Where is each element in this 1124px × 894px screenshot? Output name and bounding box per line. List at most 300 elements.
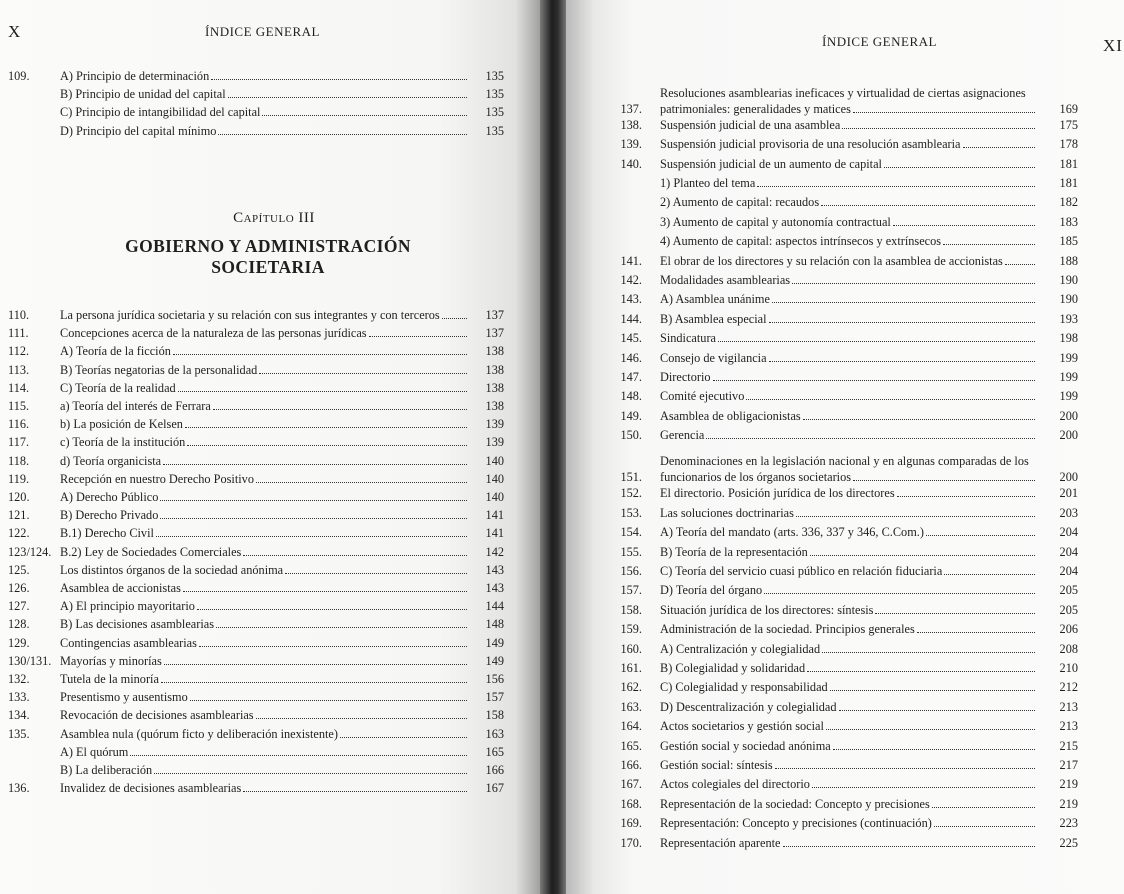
dot-leader <box>839 709 1035 711</box>
entry-page-number: 157 <box>485 690 504 705</box>
entry-page-number: 142 <box>485 544 504 559</box>
entry-number: 139. <box>620 137 642 152</box>
entry-title-wrap <box>60 123 470 139</box>
toc-entry <box>586 544 1078 562</box>
entry-title-continued: patrimoniales: generalidades y matices <box>660 101 851 116</box>
entry-number: 110. <box>8 308 30 322</box>
entry-title-wrap <box>660 291 1038 307</box>
entry-page-number: 149 <box>485 635 504 650</box>
entry-page-number: 204 <box>1059 544 1078 559</box>
toc-entry <box>8 689 504 707</box>
entry-title: C) Colegialidad y responsabilidad <box>660 680 828 695</box>
dot-leader <box>821 204 1035 206</box>
running-header-left: ÍNDICE GENERAL <box>205 24 320 39</box>
entry-title-wrap <box>60 434 470 450</box>
toc-entry <box>8 653 504 671</box>
entry-title-wrap <box>660 408 1038 424</box>
dot-leader <box>130 754 467 756</box>
toc-entry <box>586 641 1078 659</box>
dot-leader <box>944 573 1035 575</box>
dot-leader <box>917 631 1035 633</box>
entry-title: c) Teoría de la institución <box>60 435 186 450</box>
toc-entry <box>586 291 1078 309</box>
toc-entry <box>8 507 504 525</box>
entry-title-wrap <box>660 699 1038 715</box>
dot-leader <box>160 517 467 519</box>
entry-title: a) Teoría del interés de Ferrara <box>60 399 211 413</box>
left-page <box>0 0 548 894</box>
dot-leader <box>807 670 1035 672</box>
entry-number: 116. <box>8 417 30 432</box>
dot-leader <box>826 728 1035 730</box>
toc-entry <box>8 598 504 616</box>
entry-number: 167. <box>620 777 642 792</box>
dot-leader <box>216 626 467 628</box>
dot-leader <box>812 786 1035 788</box>
entry-title: b) La posición de Kelsen <box>60 417 183 432</box>
toc-entry <box>586 582 1078 600</box>
entry-number: 126. <box>8 581 30 595</box>
entry-number: 128. <box>8 617 30 632</box>
entry-title-wrap <box>60 68 470 84</box>
toc-entry <box>8 525 504 543</box>
toc-entry <box>8 616 504 634</box>
entry-page-number: 190 <box>1059 292 1078 307</box>
toc-entry <box>586 621 1078 639</box>
dot-leader <box>156 535 467 537</box>
entry-title: 1) Planteo del tema <box>660 176 756 190</box>
dot-leader <box>340 736 467 738</box>
toc-entry <box>8 489 504 507</box>
entry-title: Mayorías y minorías <box>60 653 162 668</box>
entry-title: A) Principio de determinación <box>60 69 210 83</box>
entry-page-number: 139 <box>485 435 504 450</box>
dot-leader <box>187 444 467 446</box>
entry-number: 148. <box>620 389 642 404</box>
entry-title-wrap <box>60 343 470 359</box>
entry-number: 160. <box>620 641 642 656</box>
dot-leader <box>853 111 1035 113</box>
entry-title: Denominaciones en la legislación nacional y en algunas comparadas de los <box>660 454 1029 469</box>
entry-title: A) El quórum <box>60 744 129 759</box>
entry-title: Sindicatura <box>660 331 717 346</box>
toc-entry <box>8 104 504 122</box>
dot-leader <box>199 645 467 647</box>
entry-page-number: 213 <box>1059 719 1078 734</box>
entry-page-number: 137 <box>485 308 504 322</box>
entry-title: B) Teorías negatorias de la personalidad <box>60 362 258 377</box>
toc-entry <box>586 388 1078 406</box>
toc-entry <box>586 660 1078 678</box>
entry-page-number: 141 <box>485 508 504 523</box>
dot-leader <box>769 360 1035 362</box>
entry-title: Revocación de decisiones asamblearias <box>60 708 254 723</box>
entry-title-wrap <box>660 679 1038 695</box>
entry-page-number: 163 <box>485 726 504 741</box>
entry-title-wrap <box>60 544 470 560</box>
dot-leader <box>746 398 1035 400</box>
entry-page-number: 204 <box>1059 525 1078 540</box>
toc-entry <box>8 416 504 434</box>
entry-title-wrap <box>60 307 470 323</box>
dot-leader <box>185 426 467 428</box>
entry-title: Representación: Concepto y precisiones (continuación) <box>660 816 932 831</box>
entry-title-continued: funcionarios de los órganos societarios <box>660 470 852 485</box>
entry-page-number: 193 <box>1059 311 1078 326</box>
entry-number: 136. <box>8 781 30 796</box>
entry-title-wrap <box>660 311 1038 327</box>
entry-number: 114. <box>8 380 30 395</box>
entry-title-wrap <box>660 453 1038 485</box>
entry-page-number: 223 <box>1059 816 1078 831</box>
entry-page-number: 143 <box>485 581 504 595</box>
entry-title-wrap <box>660 602 1038 618</box>
entry-title: Representación de la sociedad: Concepto y precisiones <box>660 796 930 811</box>
entry-page-number: 138 <box>485 380 504 395</box>
entry-title-wrap <box>60 380 470 396</box>
dot-leader <box>183 590 467 592</box>
toc-entry <box>586 330 1078 348</box>
dot-leader <box>926 534 1035 536</box>
entry-title: C) Teoría del servicio cuasi público en relación fiduciaria <box>660 564 943 578</box>
entry-title-wrap <box>660 796 1038 812</box>
dot-leader <box>1005 263 1035 265</box>
entry-title: B) Colegialidad y solidaridad <box>660 661 806 675</box>
toc-entry <box>8 544 504 562</box>
dot-leader <box>769 321 1035 323</box>
entry-number: 113. <box>8 362 30 377</box>
entry-title-line2 <box>660 469 1038 485</box>
toc-entry <box>8 635 504 653</box>
toc-entry <box>8 453 504 471</box>
dot-leader <box>884 166 1035 168</box>
entry-page-number: 185 <box>1059 234 1078 249</box>
entry-title: A) Centralización y colegialidad <box>660 641 821 656</box>
toc-entry <box>586 156 1078 174</box>
entry-page-number: 139 <box>485 417 504 432</box>
entry-title-wrap <box>60 104 470 120</box>
entry-page-number: 200 <box>1059 428 1078 443</box>
entry-title-wrap <box>660 194 1038 210</box>
entry-title-wrap <box>60 762 470 778</box>
entry-number: 158. <box>620 602 642 617</box>
entry-number: 118. <box>8 453 30 468</box>
dot-leader <box>810 554 1035 556</box>
entry-number: 150. <box>620 428 642 443</box>
entry-title-wrap <box>660 563 1038 579</box>
toc-entry <box>586 311 1078 329</box>
entry-title: Gestión social y sociedad anónima <box>660 738 831 753</box>
entry-number: 117. <box>8 435 30 450</box>
entry-title-wrap <box>660 253 1038 269</box>
entry-number: 152. <box>620 486 642 501</box>
entry-page-number: 138 <box>485 362 504 377</box>
dot-leader <box>792 282 1035 284</box>
entry-title: A) El principio mayoritario <box>60 599 195 614</box>
entry-page-number: 203 <box>1059 505 1078 520</box>
entry-number: 143. <box>620 292 642 307</box>
entry-number: 169. <box>620 816 642 831</box>
entry-title: Situación jurídica de los directores: síntesis <box>660 602 874 617</box>
entry-number: 144. <box>620 311 642 326</box>
toc-entry <box>586 835 1078 853</box>
dot-leader <box>783 845 1035 847</box>
entry-page-number: 199 <box>1059 370 1078 384</box>
entry-title: Suspensión judicial de una asamblea <box>660 117 841 132</box>
dot-leader <box>160 499 467 501</box>
entry-number: 115. <box>8 399 30 413</box>
entry-number: 153. <box>620 505 642 520</box>
entry-title-wrap <box>60 707 470 723</box>
entry-title: Resoluciones asamblearias ineficaces y virtualidad de ciertas asignaciones <box>660 85 1026 100</box>
entry-page-number: 219 <box>1059 796 1078 811</box>
dot-leader <box>218 133 467 135</box>
entry-title: B) Derecho Privado <box>60 508 159 523</box>
dot-leader <box>830 689 1035 691</box>
entry-number: 141. <box>620 253 642 268</box>
entry-page-number: 212 <box>1059 680 1078 695</box>
toc-entry <box>586 253 1078 271</box>
entry-title-wrap <box>60 325 470 341</box>
entry-title-wrap <box>60 471 470 487</box>
dot-leader <box>764 592 1035 594</box>
entry-title-wrap <box>660 641 1038 657</box>
toc-list-left <box>8 307 504 807</box>
entry-page-number: 188 <box>1059 253 1078 268</box>
entry-title: A) Asamblea unánime <box>660 292 770 307</box>
entry-page-number: 208 <box>1059 641 1078 656</box>
entry-number: 145. <box>620 331 642 346</box>
dot-leader <box>161 681 467 683</box>
toc-entry <box>8 744 504 762</box>
page-number-left: X <box>8 22 22 41</box>
entry-title-wrap <box>660 582 1038 598</box>
entry-page-number: 135 <box>485 69 504 83</box>
toc-entry <box>8 123 504 141</box>
toc-entry <box>8 325 504 343</box>
dot-leader <box>875 612 1035 614</box>
entry-title: Actos colegiales del directorio <box>660 777 810 792</box>
toc-entry <box>586 563 1078 581</box>
entry-title: Administración de la sociedad. Principios generales <box>660 622 915 637</box>
dot-leader <box>262 114 467 116</box>
entry-page-number: 165 <box>485 744 504 759</box>
toc-entry <box>8 562 504 580</box>
entry-title: Consejo de vigilancia <box>660 350 767 365</box>
toc-entry <box>586 194 1078 212</box>
toc-entry <box>586 427 1078 445</box>
entry-title-wrap <box>60 562 470 578</box>
entry-title: Las soluciones doctrinarias <box>660 505 794 520</box>
entry-title: Modalidades asamblearias <box>660 273 791 287</box>
entry-title-wrap <box>660 738 1038 754</box>
entry-number: 127. <box>8 599 30 614</box>
entry-page-number: 201 <box>1059 486 1078 501</box>
entry-title-wrap <box>60 726 470 742</box>
entry-title: Contingencias asamblearias <box>60 635 197 650</box>
entry-title-wrap <box>660 175 1038 191</box>
entry-page-number: 178 <box>1059 137 1078 152</box>
entry-page-number: 149 <box>485 653 504 668</box>
toc-list-right <box>586 78 1078 850</box>
entry-number: 159. <box>620 622 642 637</box>
entry-page-number: 210 <box>1059 661 1078 675</box>
entry-title-wrap <box>60 580 470 596</box>
chapter-label: Capítulo III <box>233 210 315 226</box>
entry-title: A) Teoría del mandato (arts. 336, 337 y 346, C.Com.) <box>660 525 924 540</box>
entry-title: El obrar de los directores y su relación con la asamblea de accionistas <box>660 253 1003 268</box>
entry-page-number: 199 <box>1059 389 1078 404</box>
entry-title-wrap <box>660 369 1038 385</box>
entry-title-wrap <box>60 598 470 614</box>
entry-title-wrap <box>60 416 470 432</box>
page-number-right: XI <box>1103 36 1123 55</box>
entry-title: Invalidez de decisiones asamblearias <box>60 781 242 796</box>
entry-number: 130/131. <box>8 653 52 668</box>
entry-title: B) Teoría de la representación <box>660 544 808 559</box>
entry-title: B.1) Derecho Civil <box>60 526 154 541</box>
dot-leader <box>213 408 467 410</box>
entry-number: 135. <box>8 726 30 741</box>
entry-title: A) Derecho Público <box>60 490 159 504</box>
entry-title-wrap <box>60 744 470 760</box>
entry-number: 109. <box>8 69 30 83</box>
dot-leader <box>442 317 467 319</box>
entry-number: 149. <box>620 408 642 423</box>
dot-leader <box>893 224 1035 226</box>
entry-title: Directorio <box>660 370 711 384</box>
entry-number: 165. <box>620 738 642 753</box>
entry-page-number: 135 <box>485 105 504 120</box>
dot-leader <box>197 608 467 610</box>
entry-title-line2 <box>660 101 1038 117</box>
dot-leader <box>369 335 467 337</box>
entry-page-number: 215 <box>1059 738 1078 753</box>
entry-title: B) Asamblea especial <box>660 311 767 326</box>
entry-number: 164. <box>620 719 642 734</box>
dot-leader <box>285 572 467 574</box>
entry-page-number: 138 <box>485 399 504 413</box>
entry-title-wrap <box>660 485 1038 501</box>
dot-leader <box>932 806 1035 808</box>
entry-title-wrap <box>60 653 470 669</box>
entry-page-number: 144 <box>485 599 504 614</box>
entry-page-number: 204 <box>1059 564 1078 578</box>
entry-title-wrap <box>660 524 1038 540</box>
entry-title: Presentismo y ausentismo <box>60 690 188 705</box>
toc-entry <box>8 726 504 744</box>
toc-entry <box>586 214 1078 232</box>
entry-page-number: 167 <box>485 781 504 796</box>
entry-page-number: 198 <box>1059 331 1078 346</box>
entry-number: 121. <box>8 508 30 523</box>
toc-entry <box>8 434 504 452</box>
dot-leader <box>853 479 1035 481</box>
toc-entry <box>8 580 504 598</box>
entry-page-number: 138 <box>485 344 504 359</box>
running-header-right: ÍNDICE GENERAL <box>822 34 937 49</box>
toc-entry <box>8 707 504 725</box>
toc-entry <box>8 307 504 325</box>
entry-page-number: 213 <box>1059 699 1078 714</box>
entry-title-wrap <box>660 544 1038 560</box>
entry-page-number: 140 <box>485 471 504 486</box>
dot-leader <box>713 379 1035 381</box>
entry-title-wrap <box>660 330 1038 346</box>
entry-title: Tutela de la minoría <box>60 672 159 686</box>
dot-leader <box>228 96 467 98</box>
dot-leader <box>718 340 1035 342</box>
entry-page-number: 137 <box>485 326 504 341</box>
toc-entry <box>8 398 504 416</box>
entry-page-number: 181 <box>1059 176 1078 190</box>
entry-page-number: 219 <box>1059 777 1078 792</box>
dot-leader <box>897 495 1035 497</box>
entry-title: Gerencia <box>660 428 705 443</box>
entry-title-wrap <box>660 621 1038 637</box>
toc-entry <box>8 471 504 489</box>
dot-leader <box>211 78 467 80</box>
entry-title-wrap <box>60 489 470 505</box>
dot-leader <box>772 301 1035 303</box>
entry-page-number: 205 <box>1059 583 1078 598</box>
entry-title: Gestión social: síntesis <box>660 758 773 772</box>
toc-entry <box>8 86 504 104</box>
entry-page-number: 166 <box>485 763 504 777</box>
entry-page-number: 205 <box>1059 602 1078 617</box>
entry-page-number: 181 <box>1059 156 1078 171</box>
dot-leader <box>822 651 1035 653</box>
toc-entry <box>8 671 504 689</box>
toc-entry <box>586 757 1078 775</box>
entry-title-wrap <box>660 815 1038 831</box>
entry-title: Actos societarios y gestión social <box>660 719 824 734</box>
entry-title: 4) Aumento de capital: aspectos intrínsecos y extrínsecos <box>660 234 942 249</box>
toc-entry <box>586 679 1078 697</box>
entry-page-number: 169 <box>1059 101 1078 116</box>
toc-entry <box>586 136 1078 154</box>
toc-entry <box>586 175 1078 193</box>
entry-number: 163. <box>620 699 642 714</box>
entry-number: 120. <box>8 490 30 504</box>
entry-title-wrap <box>660 272 1038 288</box>
toc-entry <box>8 780 504 798</box>
toc-entry <box>586 602 1078 620</box>
entry-number: 129. <box>8 635 30 650</box>
entry-title: C) Principio de intangibilidad del capital <box>60 105 261 120</box>
toc-entry <box>586 796 1078 814</box>
entry-title-wrap <box>60 362 470 378</box>
toc-entry <box>586 776 1078 794</box>
entry-title: D) Principio del capital mínimo <box>60 123 217 138</box>
entry-title: 3) Aumento de capital y autonomía contractual <box>660 214 891 229</box>
entry-page-number: 217 <box>1059 758 1078 772</box>
entry-title: La persona jurídica societaria y su relación con sus integrantes y con terceros <box>60 308 440 322</box>
entry-title: 2) Aumento de capital: recaudos <box>660 195 820 210</box>
entry-title: Los distintos órganos de la sociedad anónima <box>60 562 284 577</box>
toc-entry <box>586 272 1078 290</box>
dot-leader <box>842 127 1035 129</box>
entry-title: D) Teoría del órgano <box>660 583 763 598</box>
dot-leader <box>154 772 467 774</box>
toc-entry <box>586 738 1078 756</box>
entry-title-wrap <box>660 757 1038 773</box>
entry-title-wrap <box>660 776 1038 792</box>
entry-page-number: 140 <box>485 453 504 468</box>
dot-leader <box>833 748 1035 750</box>
entry-number: 140. <box>620 156 642 171</box>
entry-title-wrap <box>60 507 470 523</box>
